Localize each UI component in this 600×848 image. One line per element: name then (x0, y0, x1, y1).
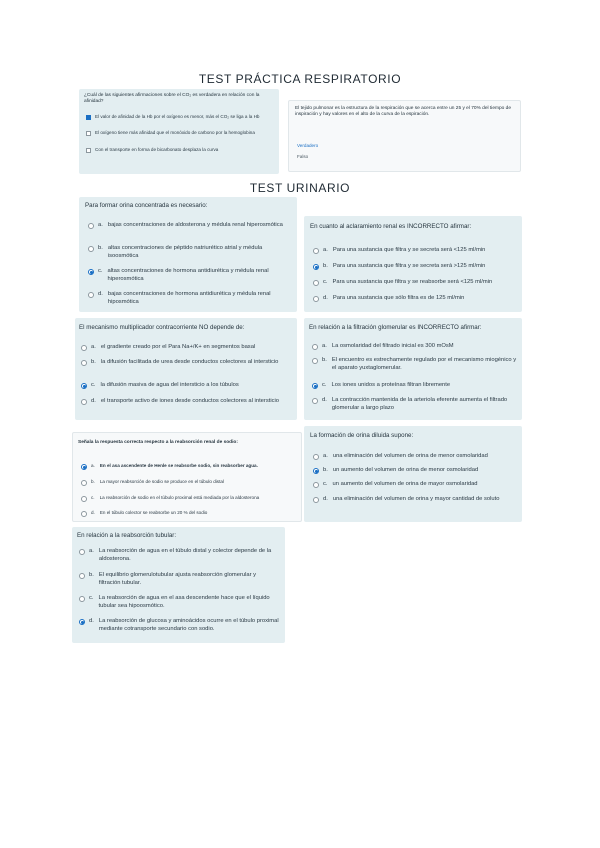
checkbox-icon[interactable] (86, 131, 91, 136)
resp-question-1-card (79, 89, 279, 174)
option-label: Para una sustancia que filtra y se secreta será >125 ml/min (332, 263, 486, 269)
option-row[interactable] (86, 114, 274, 120)
option-row[interactable]: b. La mayor reabsorción de sodio se produce en el túbulo distal (81, 479, 299, 486)
radio-icon[interactable] (79, 596, 85, 602)
radio-icon[interactable] (81, 480, 87, 486)
radio-icon[interactable] (81, 511, 87, 517)
radio-selected-icon[interactable] (81, 464, 87, 470)
radio-icon[interactable] (312, 398, 318, 404)
option-row[interactable]: b. El equilibrio glomerulotubular ajusta reabsorción glomerular y filtración tubular. (79, 572, 279, 587)
uri-question-1-card (79, 197, 297, 312)
radio-icon[interactable] (312, 344, 318, 350)
option-label: el transporte activo de iones desde conductos colectores al intersticio (100, 398, 280, 404)
resp-question-2-card (288, 100, 521, 172)
checkbox-icon[interactable] (86, 115, 91, 120)
option-label: una eliminación del volumen de orina y mayor cantidad de soluto (332, 496, 500, 502)
option-row[interactable]: c. Para una sustancia que filtra y se reabsorbe será <125 ml/min (313, 279, 518, 287)
option-row[interactable]: a. La reabsorción de agua en el túbulo distal y colector depende de la aldosterona. (79, 548, 279, 563)
option-label: Con el transporte en forma de bicarbonato desplaza la curva (95, 147, 219, 152)
radio-icon[interactable] (81, 360, 87, 366)
option-label: un aumento del volumen de orina de mayor osmolaridad (332, 481, 478, 487)
title-respiratorio: TEST PRÁCTICA RESPIRATORIO (198, 72, 402, 86)
option-row[interactable]: a. una eliminación del volumen de orina de menor osmolaridad (313, 453, 518, 461)
radio-icon[interactable] (313, 482, 319, 488)
radio-selected-icon[interactable] (312, 383, 318, 389)
radio-icon[interactable] (81, 399, 87, 405)
radio-icon[interactable] (81, 496, 87, 502)
option-label: Los iones unidos a proteínas filtran libremente (331, 382, 451, 388)
option-label: la difusión facilitada de urea desde conductos colectores al intersticio (100, 359, 279, 365)
option-label: altas concentraciones de hormona antidiurética y médula renal hiperosmótica (107, 268, 269, 282)
option-label: el gradiente creado por el Para Na+/K+ en segmentos basal (100, 344, 256, 350)
uri-question-2-card (304, 216, 522, 312)
option-row[interactable]: a. La osmolaridad del filtrado inicial es 300 mOsM (312, 343, 518, 351)
uri-question-7-card (72, 527, 285, 643)
radio-icon[interactable] (313, 454, 319, 460)
radio-icon[interactable] (313, 497, 319, 503)
option-row[interactable]: c. altas concentraciones de hormona antidiurética y médula renal hiperosmótica (88, 268, 288, 283)
option-row[interactable]: b. altas concentraciones de péptido natriurético atrial y médula isoosmótica (88, 245, 288, 260)
option-label: La reabsorción de sodio en el túbulo proximal está mediada por la aldosterona (99, 495, 260, 500)
option-label: La osmolaridad del filtrado inicial es 300 mOsM (331, 343, 454, 349)
radio-icon[interactable] (313, 280, 319, 286)
radio-icon[interactable] (79, 549, 85, 555)
option-label: bajas concentraciones de hormona antidiurética y médula renal hiposmótica (107, 291, 271, 305)
option-row[interactable]: a. bajas concentraciones de aldosterona y médula renal hiperosmótica (88, 222, 288, 230)
option-row[interactable]: c. la difusión masiva de agua del intersticio a los túbulos (81, 382, 291, 390)
radio-selected-icon[interactable] (313, 264, 319, 270)
radio-icon[interactable] (313, 296, 319, 302)
radio-icon[interactable] (312, 358, 318, 364)
question-text: El mecanismo multiplicador contracorriente NO depende de: (79, 324, 245, 331)
radio-selected-icon[interactable] (313, 468, 319, 474)
option-row[interactable]: d. una eliminación del volumen de orina y mayor cantidad de soluto (313, 496, 518, 504)
option-label: El encuentro es estrechamente regulado por el mecanismo miogénico y el aparato yuxtaglomerular. (331, 357, 517, 371)
option-row[interactable]: d. En el túbulo colector se reabsorbe un 20 % del sodio (81, 510, 299, 517)
option-row[interactable]: a. el gradiente creado por el Para Na+/K+ en segmentos basal (81, 344, 291, 352)
option-row[interactable]: b. Para una sustancia que filtra y se secreta será >125 ml/min (313, 263, 518, 271)
option-row[interactable]: d. el transporte activo de iones desde conductos colectores al intersticio (81, 398, 291, 406)
option-row[interactable]: d. bajas concentraciones de hormona antidiurética y médula renal hiposmótica (88, 291, 288, 306)
radio-selected-icon[interactable] (79, 619, 85, 625)
radio-selected-icon[interactable] (88, 269, 94, 275)
option-label: La reabsorción de glucosa y aminoácidos ocurre en el túbulo proximal mediante cotransporte secundario con sodio. (98, 618, 279, 632)
option-label: La reabsorción de agua en el asa descendente hace que el líquido tubular sea hipoosmótico. (98, 595, 270, 609)
radio-selected-icon[interactable] (81, 383, 87, 389)
option-label: La contracción mantenida de la arteriola eferente aumenta el filtrado glomerular a largo plazo (331, 397, 508, 411)
radio-icon[interactable] (88, 292, 94, 298)
option-row[interactable]: c. La reabsorción de sodio en el túbulo proximal está mediada por la aldosterona (81, 495, 299, 502)
uri-question-6-card (304, 426, 522, 522)
option-label: En el túbulo colector se reabsorbe un 20 % del sodio (99, 510, 208, 515)
option-row[interactable]: b. un aumento del volumen de orina de menor osmolaridad (313, 467, 518, 475)
option-label: una eliminación del volumen de orina de menor osmolaridad (332, 453, 488, 459)
answer-true[interactable]: Verdadero (297, 143, 319, 148)
uri-question-4-card (304, 318, 522, 420)
question-text: Señala la respuesta correcta respecto a la reabsorción renal de sodio: (78, 440, 238, 445)
option-row[interactable]: b. El encuentro es estrechamente regulado por el mecanismo miogénico y el aparato yuxtaglomerular. (312, 357, 518, 372)
answer-false[interactable]: Falso (297, 154, 309, 159)
option-row[interactable]: d. La reabsorción de glucosa y aminoácidos ocurre en el túbulo proximal mediante cotransporte secundario con sodio. (79, 618, 279, 633)
checkbox-icon[interactable] (86, 148, 91, 153)
radio-icon[interactable] (88, 246, 94, 252)
question-text: Para formar orina concentrada es necesario: (85, 202, 208, 209)
option-row[interactable]: c. un aumento del volumen de orina de mayor osmolaridad (313, 481, 518, 489)
option-label: El valor de afinidad de la Hb por el oxígeno es menor, más el CO₂ se liga a la Hb (95, 114, 260, 119)
option-label: bajas concentraciones de aldosterona y médula renal hiperosmótica (107, 222, 283, 228)
option-label: Para una sustancia que filtra y se secreta será <125 ml/min (332, 247, 486, 253)
option-row[interactable]: c. Los iones unidos a proteínas filtran libremente (312, 382, 518, 390)
option-label: la difusión masiva de agua del intersticio a los túbulos (100, 382, 239, 388)
option-row[interactable]: a. En el asa ascendente de Henle se reabsorbe sodio, sin reabsorber agua. (81, 463, 299, 470)
option-row[interactable]: a. Para una sustancia que filtra y se secreta será <125 ml/min (313, 247, 518, 255)
option-label: En el asa ascendente de Henle se reabsorbe sodio, sin reabsorber agua. (99, 463, 258, 468)
question-text: La formación de orina diluida supone: (310, 432, 414, 439)
radio-icon[interactable] (79, 573, 85, 579)
option-label: La mayor reabsorción de sodio se produce en el túbulo distal (99, 479, 224, 484)
question-text: En relación a la filtración glomerular es INCORRECTO afirmar: (309, 324, 482, 331)
option-label: Para una sustancia que filtra y se reabsorbe será <125 ml/min (332, 279, 493, 285)
question-text: El tejido pulmonar es la estructura de la respiración que se acerca entre un 25 y el 70% del tiempo de inspiración y hay valores en el alto de la curva de la espiración. (295, 106, 511, 118)
question-text: ¿Cuál de las siguientes afirmaciones sobre el CO₂ es verdadera en relación con la afinidad? (84, 93, 260, 105)
option-label: Para una sustancia que sólo filtra es de 125 ml/min (332, 295, 465, 301)
option-row[interactable]: c. La reabsorción de agua en el asa descendente hace que el líquido tubular sea hipoosmótico. (79, 595, 279, 610)
radio-icon[interactable] (88, 223, 94, 229)
option-label: altas concentraciones de péptido natriurético atrial y médula isoosmótica (107, 245, 263, 259)
option-label: El oxígeno tiene más afinidad que el monóxido de carbono por la hemoglobina (95, 130, 255, 135)
option-row[interactable] (86, 130, 274, 136)
option-row[interactable]: d. La contracción mantenida de la arteriola eferente aumenta el filtrado glomerular a largo plazo (312, 397, 518, 412)
radio-icon[interactable] (313, 248, 319, 254)
question-text: En relación a la reabsorción tubular: (77, 532, 177, 539)
title-urinario: TEST URINARIO (249, 181, 351, 195)
question-text: En cuanto al aclaramiento renal es INCORRECTO afirmar: (310, 223, 472, 230)
option-label: un aumento del volumen de orina de menor osmolaridad (332, 467, 479, 473)
option-label: La reabsorción de agua en el túbulo distal y colector depende de la aldosterona. (98, 548, 272, 562)
option-row[interactable]: b. la difusión facilitada de urea desde conductos colectores al intersticio (81, 359, 291, 367)
radio-icon[interactable] (81, 345, 87, 351)
option-row[interactable]: d. Para una sustancia que sólo filtra es de 125 ml/min (313, 295, 518, 303)
option-row[interactable] (86, 147, 274, 153)
option-label: El equilibrio glomerulotubular ajusta reabsorción glomerular y filtración tubular. (98, 572, 257, 586)
uri-question-3-card (75, 318, 297, 420)
uri-question-5-card (72, 432, 302, 522)
